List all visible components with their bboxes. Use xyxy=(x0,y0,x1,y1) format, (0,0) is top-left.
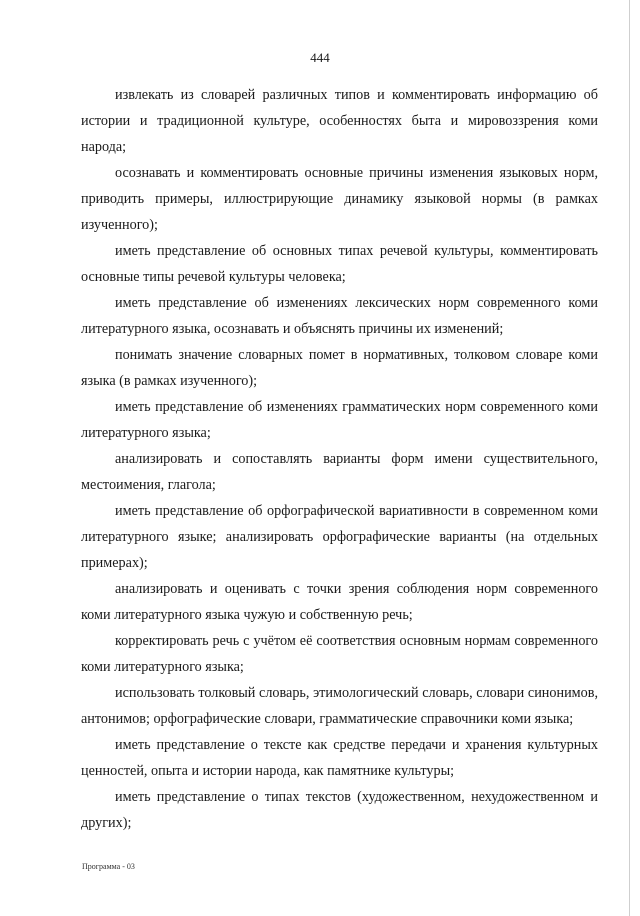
paragraph-2: осознавать и комментировать основные причины изменения языковых норм, приводить примеры, иллюстрирующие динамику языковой нормы (в рамках изученного); xyxy=(81,165,598,233)
document-body xyxy=(81,82,598,836)
paragraph-4: иметь представление об изменениях лексических норм современного коми литературного языка, осознавать и объяснять причины их изменений; xyxy=(81,295,598,337)
paragraph-8: иметь представление об орфографической вариативности в современном коми литературного языке; анализировать орфографические варианты (на отдельных примерах); xyxy=(81,503,598,571)
paragraph-3: иметь представление об основных типах речевой культуры, комментировать основные типы речевой культуры человека; xyxy=(81,243,598,285)
paragraph-6: иметь представление об изменениях грамматических норм современного коми литературного языка; xyxy=(81,399,598,441)
paragraph-9: анализировать и оценивать с точки зрения соблюдения норм современного коми литературного языка чужую и собственную речь; xyxy=(81,581,598,623)
paragraph-7: анализировать и сопоставлять варианты форм имени существительного, местоимения, глагола; xyxy=(81,451,598,493)
paragraph-13: иметь представление о типах текстов (художественном, нехудожественном и других); xyxy=(81,789,598,831)
page-footer: Программа - 03 xyxy=(82,862,135,871)
paragraph-10: корректировать речь с учётом её соответствия основным нормам современного коми литературного языка; xyxy=(81,633,598,675)
paragraph-11: использовать толковый словарь, этимологический словарь, словари синонимов, антонимов; орфографические словари, грамматические справочники коми языка; xyxy=(81,685,598,727)
paragraph-12: иметь представление о тексте как средстве передачи и хранения культурных ценностей, опыта и истории народа, как памятнике культуры; xyxy=(81,737,598,779)
paragraph-1: извлекать из словарей различных типов и комментировать информацию об истории и традиционной культуре, особенностях быта и мировоззрения коми народа; xyxy=(81,87,598,155)
scan-edge-line xyxy=(629,0,630,916)
page-number: 444 xyxy=(310,50,330,65)
paragraph-5: понимать значение словарных помет в нормативных, толковом словаре коми языка (в рамках изученного); xyxy=(81,347,598,389)
